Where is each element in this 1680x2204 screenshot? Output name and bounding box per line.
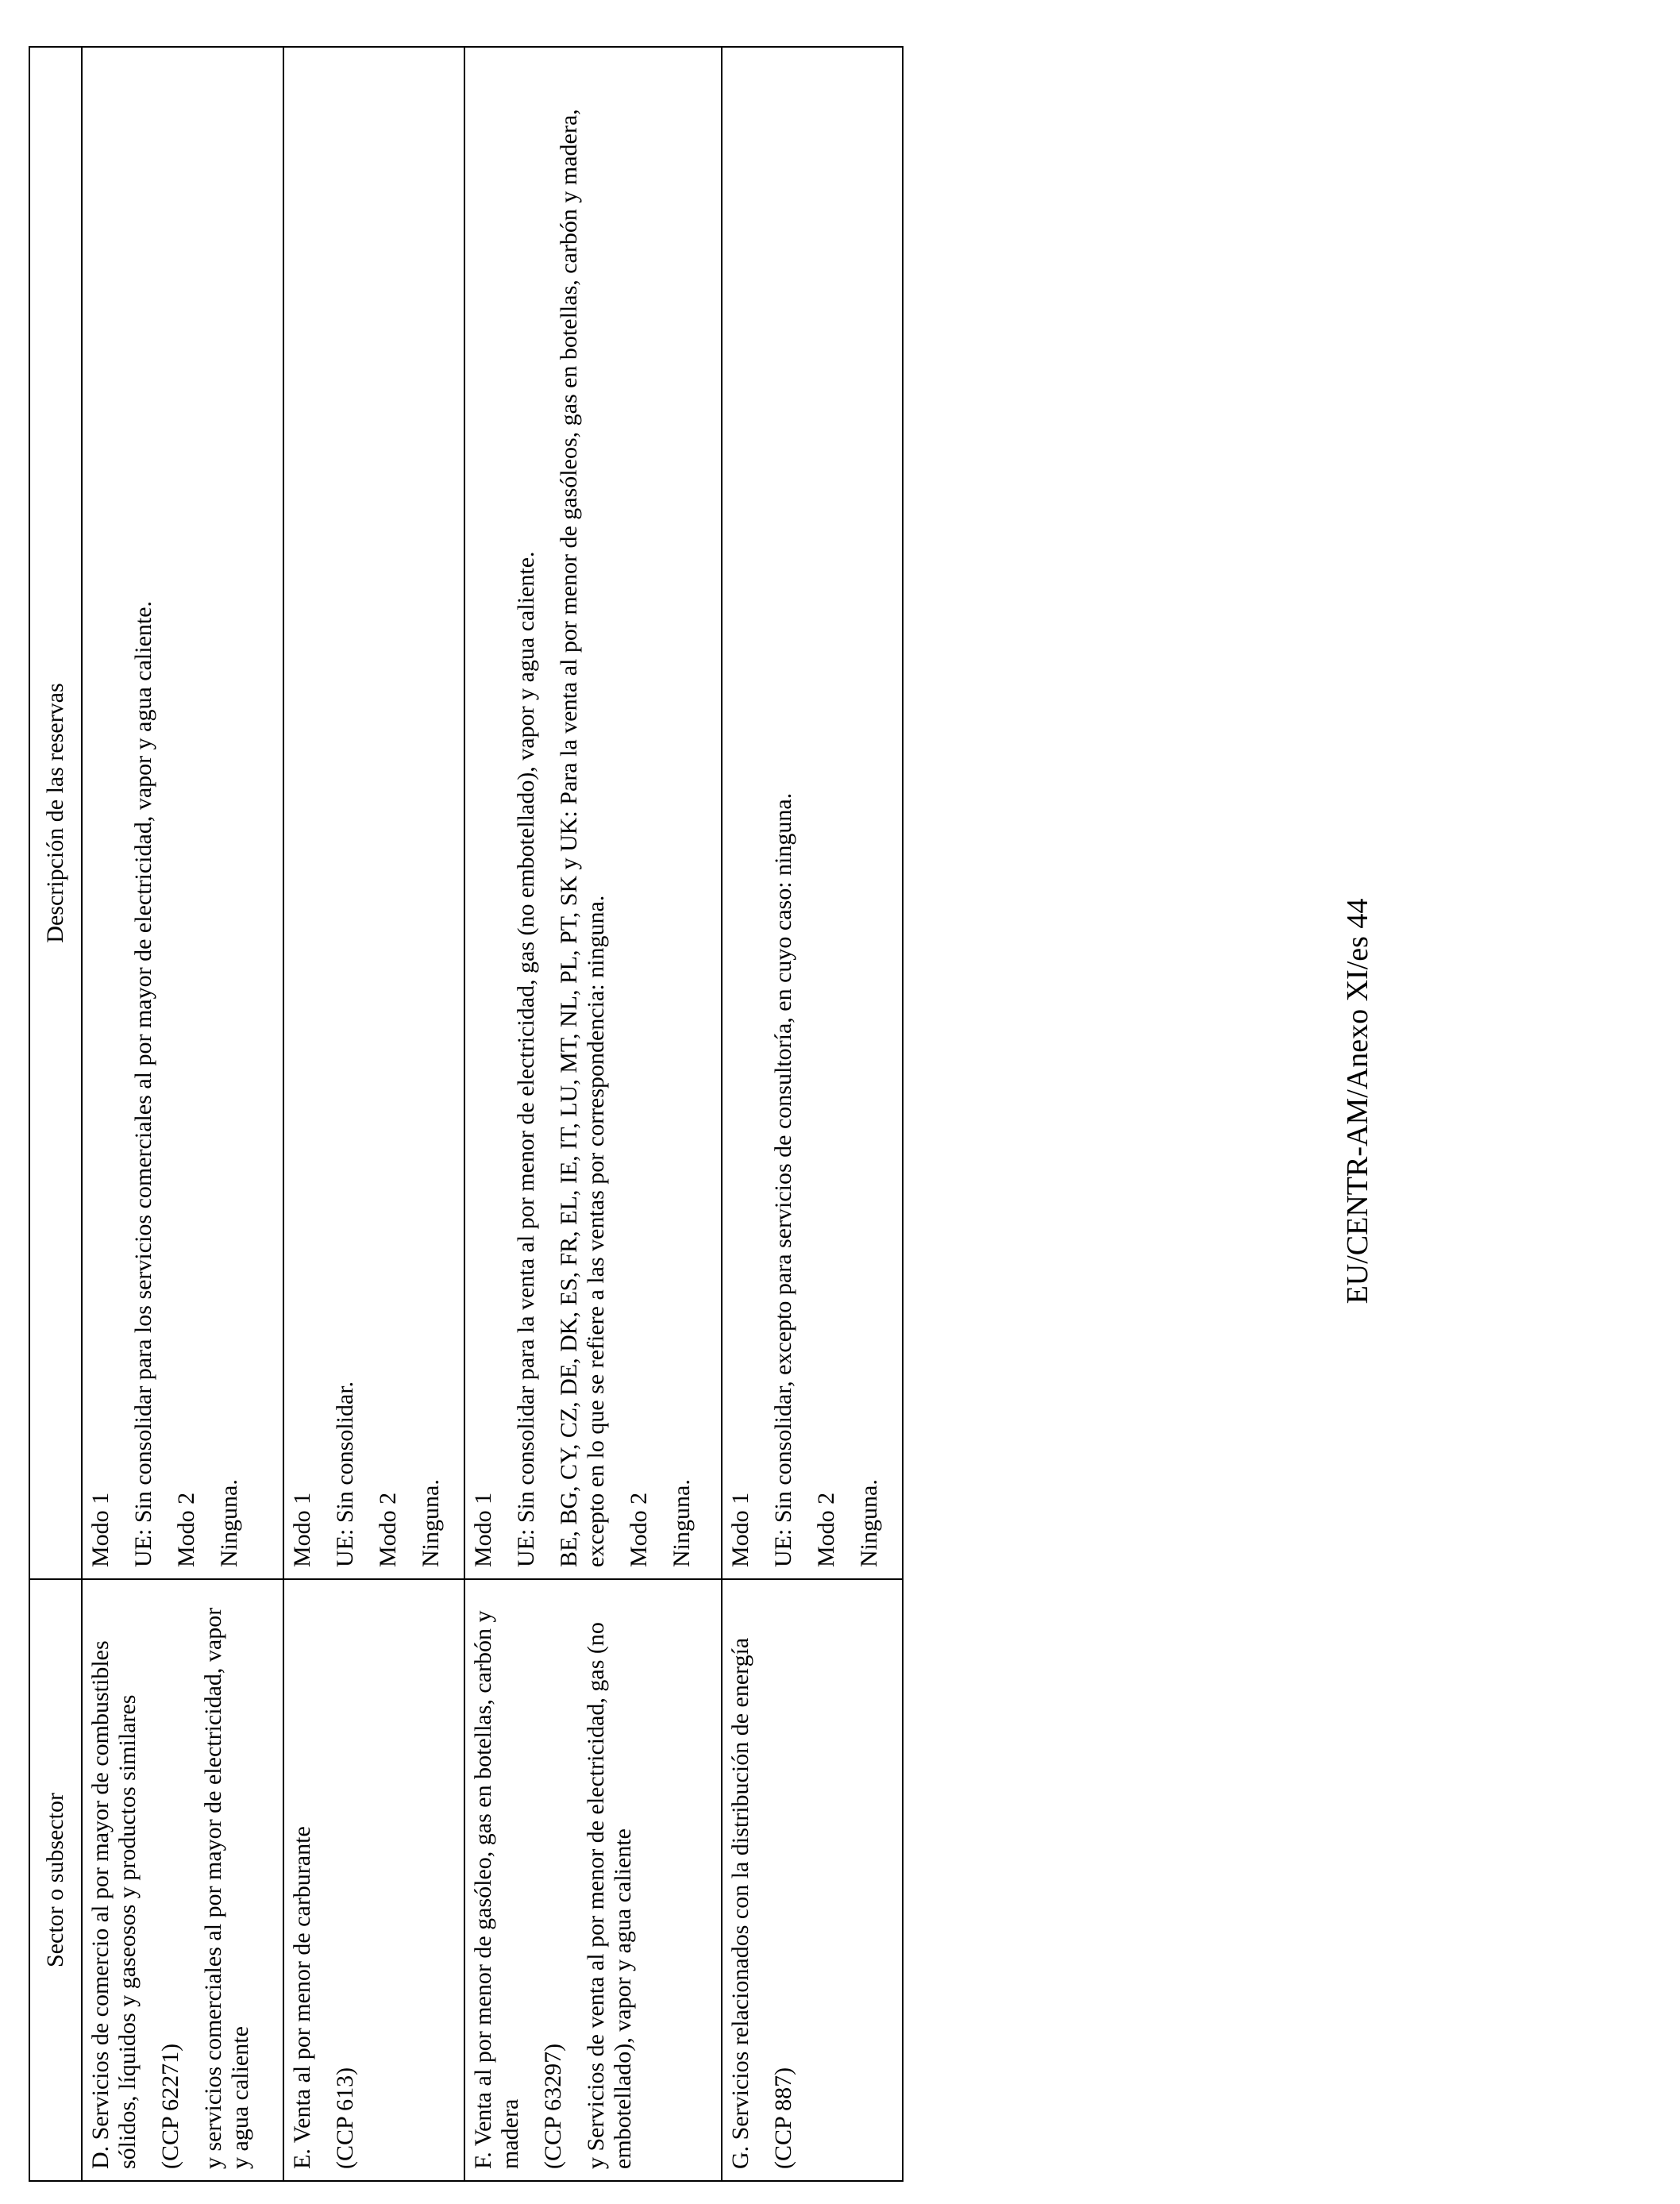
mode-label: Modo 2 bbox=[813, 1492, 839, 1567]
reservations-table bbox=[29, 46, 904, 2182]
mode-label: Modo 1 bbox=[727, 1492, 753, 1567]
reservation-text: Ninguna. bbox=[418, 1479, 444, 1567]
sector-code: (CCP 63297) bbox=[540, 2043, 566, 2169]
header-sector: Sector o subsector bbox=[29, 1579, 82, 2181]
sector-code: (CCP 887) bbox=[770, 2067, 796, 2169]
sector-code: (CCP 62271) bbox=[157, 2043, 183, 2169]
sector-text: y servicios comerciales al por mayor de electricidad, vapor y agua caliente bbox=[200, 1607, 253, 2169]
mode-label: Modo 2 bbox=[375, 1492, 401, 1567]
reservation-text: Ninguna. bbox=[856, 1479, 882, 1567]
sector-cell bbox=[283, 1579, 464, 2181]
mode-label: Modo 1 bbox=[470, 1492, 496, 1567]
mode-label: Modo 2 bbox=[173, 1492, 199, 1567]
mode-label: Modo 1 bbox=[87, 1492, 114, 1567]
sector-text: D. Servicios de comercio al por mayor de combustibles sólidos, líquidos y gaseosos y productos similares bbox=[87, 1640, 141, 2169]
reservation-text: UE: Sin consolidar para la venta al por menor de electricidad, gas (no embotellado), vapor y agua caliente. bbox=[513, 551, 539, 1567]
description-cell bbox=[722, 47, 903, 1579]
reservation-text: Ninguna. bbox=[216, 1479, 242, 1567]
table-row bbox=[722, 47, 903, 2181]
table-row bbox=[82, 47, 283, 2181]
reservation-text: BE, BG, CY, CZ, DE, DK, ES, FR, EL, IE, IT, LU, MT, NL, PL, PT, SK y UK: Para la venta al por menor de gasóleos, gas en botellas, carbón y madera, excepto en lo que se refiere a las ventas por correspondencia: ninguna. bbox=[556, 109, 609, 1567]
description-cell bbox=[82, 47, 283, 1579]
sector-text: y Servicios de venta al por menor de electricidad, gas (no embotellado), vapor y agua caliente bbox=[583, 1622, 636, 2169]
sector-cell bbox=[464, 1579, 722, 2181]
header-description: Descripción de las reservas bbox=[29, 47, 82, 1579]
table-row bbox=[283, 47, 464, 2181]
reservation-text: UE: Sin consolidar. bbox=[332, 1381, 358, 1567]
document-reference: EU/CENTR-AM/Anexo XI/es 44 bbox=[1341, 898, 1374, 1304]
sector-code: (CCP 613) bbox=[332, 2067, 358, 2169]
reservation-text: Ninguna. bbox=[669, 1479, 695, 1567]
sector-text: F. Venta al por menor de gasóleo, gas en botellas, carbón y madera bbox=[470, 1610, 523, 2169]
description-cell bbox=[283, 47, 464, 1579]
sector-text: E. Venta al por menor de carburante bbox=[289, 1826, 315, 2169]
sector-cell bbox=[82, 1579, 283, 2181]
table-header-row bbox=[29, 47, 82, 2181]
reservation-text: UE: Sin consolidar, excepto para servicios de consultoría, en cuyo caso: ninguna. bbox=[770, 792, 796, 1567]
sector-text: G. Servicios relacionados con la distribución de energía bbox=[727, 1637, 753, 2169]
rotated-page-content bbox=[29, 48, 894, 2182]
mode-label: Modo 2 bbox=[626, 1492, 652, 1567]
description-cell bbox=[464, 47, 722, 1579]
sector-cell bbox=[722, 1579, 903, 2181]
reservation-text: UE: Sin consolidar para los servicios comerciales al por mayor de electricidad, vapor y agua caliente. bbox=[130, 600, 156, 1567]
table-row bbox=[464, 47, 722, 2181]
mode-label: Modo 1 bbox=[289, 1492, 315, 1567]
